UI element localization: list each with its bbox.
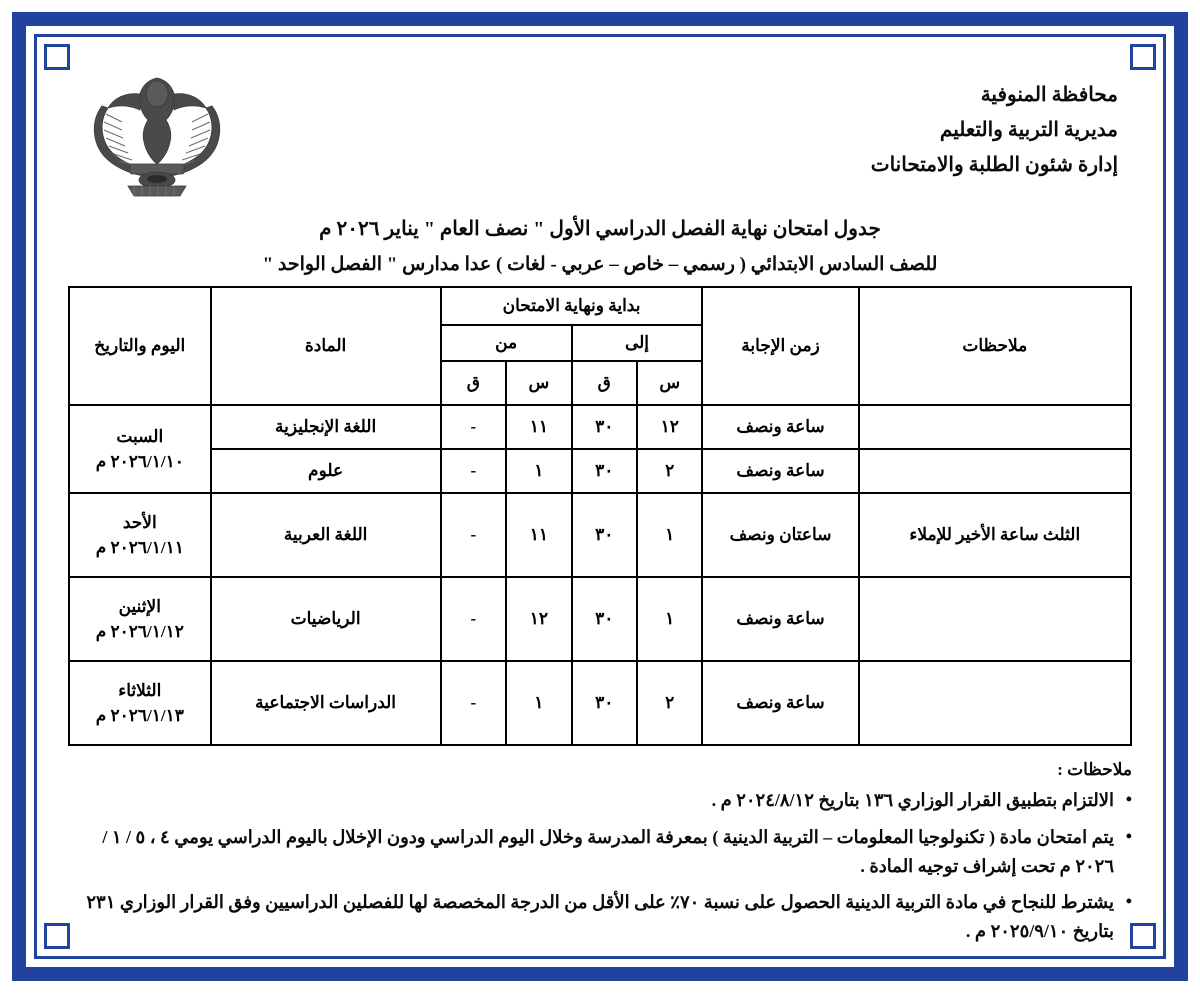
cell-from-minute: - (441, 449, 506, 493)
date-label: ٢٠٢٦/١/١٣ م (95, 706, 184, 725)
cell-to-minute: ٣٠ (572, 493, 637, 577)
table-row (69, 493, 1131, 577)
cell-answer-time: ساعة ونصف (702, 661, 858, 745)
cell-from-hour: ١١ (506, 405, 571, 449)
date-label: ٢٠٢٦/١/١٢ م (95, 622, 184, 641)
cell-subject: الدراسات الاجتماعية (211, 661, 441, 745)
cell-day-date (69, 577, 211, 661)
cell-subject: علوم (211, 449, 441, 493)
document-header (68, 56, 1132, 204)
cell-day-date (69, 661, 211, 745)
table-row (69, 661, 1131, 745)
date-label: ٢٠٢٦/١/١٠ م (95, 452, 184, 471)
cell-to-hour: ١ (637, 577, 702, 661)
directorate-line: مديرية التربية والتعليم (939, 119, 1118, 141)
cell-to-minute: ٣٠ (572, 661, 637, 745)
cell-to-minute: ٣٠ (572, 577, 637, 661)
cell-answer-time: ساعة ونصف (702, 577, 858, 661)
cell-to-hour: ٢ (637, 449, 702, 493)
egypt-eagle-emblem-icon (82, 64, 232, 204)
note-item: • يشترط للنجاح في مادة التربية الدينية الحصول على نسبة ٧٠٪ على الأقل من الدرجة المخصصة لها للفصلين الدراسيين وفق القرار الوزاري ٢٣١ بتاريخ ٢٠٢٥/٩/١٠ م . (68, 888, 1132, 946)
date-label: ٢٠٢٦/١/١١ م (95, 538, 184, 557)
cell-from-minute: - (441, 661, 506, 745)
note-item: • يتم امتحان مادة ( تكنولوجيا المعلومات – التربية الدينية ) بمعرفة المدرسة وخلال اليوم الدراسي ودون الإخلال باليوم الدراسي يومي ٤ ، ٥ / ١ / ٢٠٢٦ م تحت إشراف توجيه المادة . (68, 823, 1132, 881)
cell-to-hour: ١٢ (637, 405, 702, 449)
day-label: الثلاثاء (118, 680, 162, 700)
cell-notes (859, 449, 1131, 493)
table-row (69, 577, 1131, 661)
cell-to-minute: ٣٠ (572, 405, 637, 449)
cell-from-minute: - (441, 405, 506, 449)
page-subtitle: للصف السادس الابتدائي ( رسمي – خاص – عربي - لغات ) عدا مدارس " الفصل الواحد " (262, 254, 938, 275)
table-row (69, 405, 1131, 449)
day-label: الأحد (122, 512, 157, 532)
cell-subject: اللغة العربية (211, 493, 441, 577)
authority-heading (250, 64, 1118, 183)
header-from-hour: س (506, 361, 571, 405)
cell-answer-time: ساعة ونصف (702, 405, 858, 449)
page-title: جدول امتحان نهاية الفصل الدراسي الأول " نصف العام " يناير ٢٠٢٦ م (319, 218, 881, 240)
cell-from-hour: ١١ (506, 493, 571, 577)
cell-notes: الثلث ساعة الأخير للإملاء (859, 493, 1131, 577)
cell-day-date (69, 493, 211, 577)
day-label: الإثنين (118, 596, 161, 616)
cell-day-date (69, 405, 211, 493)
note-item: • الالتزام بتطبيق القرار الوزاري ١٣٦ بتاريخ ٢٠٢٤/٨/١٢ م . (68, 786, 1132, 815)
cell-notes (859, 577, 1131, 661)
governorate-line: محافظة المنوفية (980, 84, 1118, 106)
cell-notes (859, 661, 1131, 745)
department-line: إدارة شئون الطلبة والامتحانات (870, 154, 1118, 176)
cell-subject: اللغة الإنجليزية (211, 405, 441, 449)
header-from: من (441, 325, 572, 361)
cell-answer-time: ساعة ونصف (702, 449, 858, 493)
cell-from-hour: ١٢ (506, 577, 571, 661)
exam-schedule-table (68, 286, 1132, 746)
header-subject: المادة (211, 287, 441, 405)
notes-title: ملاحظات : (1057, 760, 1132, 779)
document-titles (68, 216, 1132, 276)
cell-subject: الرياضيات (211, 577, 441, 661)
header-to: إلى (572, 325, 703, 361)
cell-from-minute: - (441, 577, 506, 661)
day-label: السبت (116, 426, 164, 446)
header-exam-span: بداية ونهاية الامتحان (441, 287, 703, 325)
cell-from-minute: - (441, 493, 506, 577)
header-answer-time: زمن الإجابة (702, 287, 858, 405)
cell-notes (859, 405, 1131, 449)
cell-from-hour: ١ (506, 449, 571, 493)
header-to-minute: ق (572, 361, 637, 405)
table-row (69, 449, 1131, 493)
notes-section (68, 760, 1132, 946)
header-notes: ملاحظات (859, 287, 1131, 405)
header-to-hour: س (637, 361, 702, 405)
header-day-date: اليوم والتاريخ (69, 287, 211, 405)
cell-from-hour: ١ (506, 661, 571, 745)
cell-answer-time: ساعتان ونصف (702, 493, 858, 577)
cell-to-minute: ٣٠ (572, 449, 637, 493)
document-content (46, 48, 1154, 947)
cell-to-hour: ٢ (637, 661, 702, 745)
header-from-minute: ق (441, 361, 506, 405)
cell-to-hour: ١ (637, 493, 702, 577)
